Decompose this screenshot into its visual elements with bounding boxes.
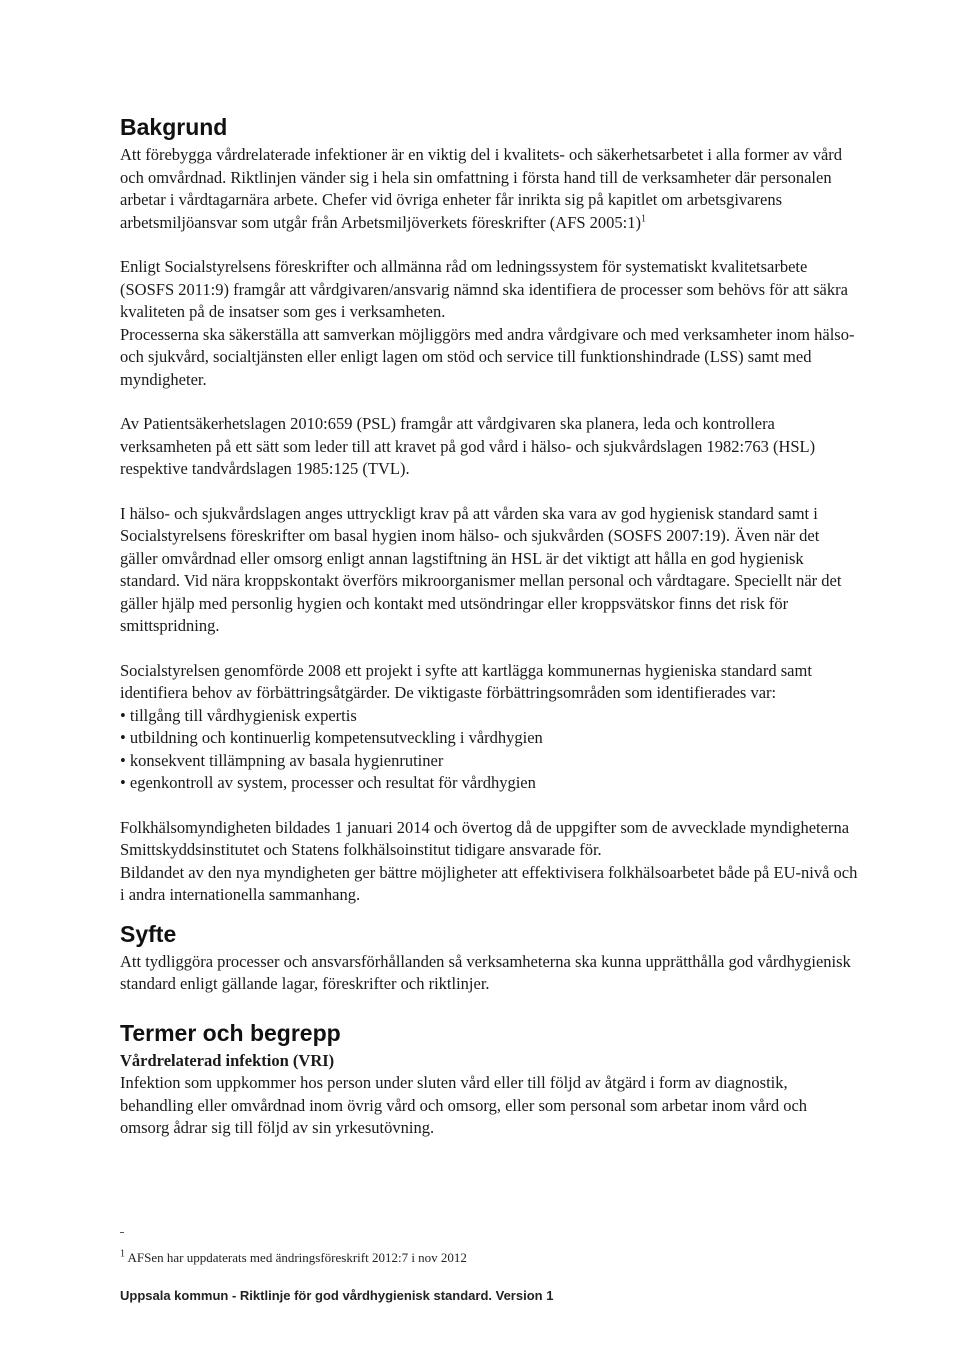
bakgrund-paragraph-6: Socialstyrelsen genomförde 2008 ett projekt i syfte att kartlägga kommunernas hygieniska standard samt identifiera behov av förbättringsåtgärder. De viktigaste förbättringsområden som identifierades var: xyxy=(120,660,812,702)
list-item: • tillgång till vårdhygienisk expertis xyxy=(120,705,860,728)
bakgrund-paragraph-1 xyxy=(120,144,860,234)
footnote-divider xyxy=(120,1232,124,1233)
bakgrund-paragraph-1-text: Att förebygga vårdrelaterade infektioner är en viktig del i kvalitets- och säkerhetsarbetet i alla former av vård och omvårdnad. Riktlinjen vänder sig i hela sin omfattning i första hand till de verksamheter där personalen arbetar i vårdtagarnära arbete. Chefer vid övriga enheter får inrikta sig på kapitlet om arbetsgivarens arbetsmiljöansvar som utgår från Arbetsmiljöverkets föreskrifter (AFS 2005:1) xyxy=(120,145,843,232)
footnote-ref: 1 xyxy=(641,213,647,224)
bakgrund-paragraph-7: Folkhälsomyndigheten bildades 1 januari 2014 och övertog då de uppgifter som de avvecklade myndigheterna Smittskyddsinstitutet och Statens folkhälsoinstitut tidigare ansvarade för. xyxy=(120,817,850,859)
syfte-paragraph: Att tydliggöra processer och ansvarsförhållanden så verksamheterna ska kunna upprätthålla god vårdhygienisk standard enligt gällande lagar, föreskrifter och riktlinjer. xyxy=(120,951,851,993)
footnote-text: AFSen har uppdaterats med ändringsföreskrift 2012:7 i nov 2012 xyxy=(127,1250,467,1265)
list-item: • utbildning och kontinuerlig kompetensutveckling i vårdhygien xyxy=(120,727,860,750)
document-page xyxy=(120,112,860,1140)
bakgrund-paragraph-2: Enligt Socialstyrelsens föreskrifter och allmänna råd om ledningssystem för systematiskt kvalitetsarbete (SOSFS 2011:9) framgår att vårdgivaren/ansvarig nämnd ska identifiera de processer som behövs för att säkra kvaliteten på de insatser som ges i verksamheten. xyxy=(120,257,848,321)
bakgrund-paragraph-8: Bildandet av den nya myndigheten ger bättre möjligheter att effektivisera folkhälsoarbetet både på EU-nivå och i andra internationella sammanhang. xyxy=(120,862,858,904)
bakgrund-paragraph-5: I hälso- och sjukvårdslagen anges uttryckligt krav på att vården ska vara av god hygienisk standard samt i Socialstyrelsens föreskrifter om basal hygien inom hälso- och sjukvården (SOSFS 2007:19). Även när det gäller omvårdnad eller omsorg enligt annan lagstiftning än HSL är det viktigt att hålla en god hygienisk standard. Vid nära kroppskontakt överförs mikroorganismer mellan personal och vårdtagare. Speciellt när det gäller hjälp med personlig hygien och kontakt med utsöndringar eller kroppsvätskor finns det risk för smittspridning. xyxy=(120,503,842,635)
page-footer: Uppsala kommun - Riktlinje för god vårdhygienisk standard. Version 1 xyxy=(120,1288,554,1303)
footnote-mark: 1 xyxy=(120,1248,125,1260)
bakgrund-paragraph-4: Av Patientsäkerhetslagen 2010:659 (PSL) framgår att vårdgivaren ska planera, leda och kontrollera verksamheten på ett sätt som leder till att kravet på god vård i hälso- och sjukvårdslagen 1982:763 (HSL) respektive tandvårdslagen 1985:125 (TVL). xyxy=(120,414,816,478)
bakgrund-paragraph-3: Processerna ska säkerställa att samverkan möjliggörs med andra vårdgivare och med verksamheter inom hälso- och sjukvård, socialtjänsten eller enligt lagen om stöd och service till funktionshindrade (LSS) samt med myndigheter. xyxy=(120,324,855,389)
heading-syfte: Syfte xyxy=(120,920,177,947)
subheading-vri: Vårdrelaterad infektion (VRI) xyxy=(120,1050,335,1070)
list-item: • konsekvent tillämpning av basala hygienrutiner xyxy=(120,750,860,773)
list-item: • egenkontroll av system, processer och resultat för vårdhygien xyxy=(120,772,860,795)
heading-termer: Termer och begrepp xyxy=(120,1019,341,1046)
footnote xyxy=(120,1250,467,1266)
improvement-areas-list xyxy=(120,705,860,795)
heading-bakgrund: Bakgrund xyxy=(120,114,228,140)
termer-paragraph: Infektion som uppkommer hos person under sluten vård eller till följd av åtgärd i form av diagnostik, behandling eller omvårdnad inom övrig vård och omsorg, eller som personal som arbetar inom vård och omsorg ådrar sig till följd av sin yrkesutövning. xyxy=(120,1073,808,1137)
